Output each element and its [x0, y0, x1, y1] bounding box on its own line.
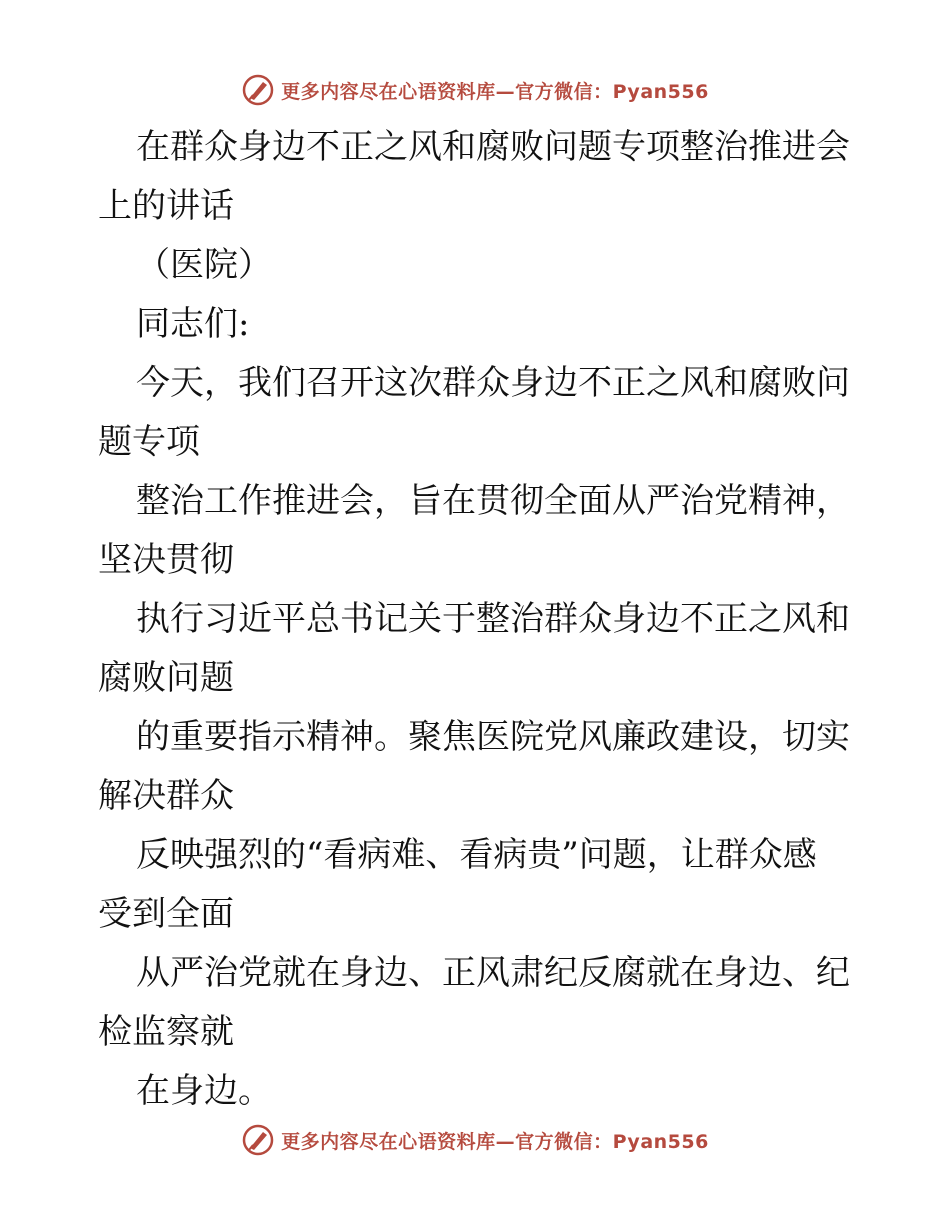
header-watermark — [0, 70, 950, 110]
body-line: 反映强烈的“看病难、看病贵”问题，让群众感 — [136, 835, 817, 875]
body-line: 解决群众 — [98, 776, 234, 816]
title-line-1: 在群众身边不正之风和腐败问题专项整治推进会 — [136, 127, 850, 167]
feather-pen-seal-icon — [241, 73, 275, 107]
body-line: 执行习近平总书记关于整治群众身边不正之风和 — [136, 599, 850, 639]
body-line: 今天，我们召开这次群众身边不正之风和腐败问 — [136, 363, 850, 403]
body-line: 受到全面 — [98, 894, 234, 934]
body-line: 检监察就 — [98, 1012, 234, 1052]
subtitle: （医院） — [136, 245, 272, 285]
watermark-text: 更多内容尽在心语资料库—官方微信：Pyan556 — [281, 1130, 709, 1153]
body-line: 的重要指示精神。聚焦医院党风廉政建设，切实 — [136, 717, 850, 757]
footer-watermark — [0, 1120, 950, 1160]
body-line: 从严治党就在身边、正风肃纪反腐就在身边、纪 — [136, 953, 850, 993]
body-line: 腐败问题 — [98, 658, 234, 698]
body-line: 坚决贯彻 — [98, 540, 234, 580]
watermark-text: 更多内容尽在心语资料库—官方微信：Pyan556 — [281, 80, 709, 103]
document-body — [98, 118, 858, 1121]
feather-pen-seal-icon — [241, 1123, 275, 1157]
title-line-2: 上的讲话 — [98, 186, 234, 226]
body-line: 整治工作推进会，旨在贯彻全面从严治党精神， — [136, 481, 850, 521]
salutation: 同志们: — [136, 304, 250, 344]
body-line: 在身边。 — [136, 1071, 272, 1111]
body-line: 题专项 — [98, 422, 200, 462]
